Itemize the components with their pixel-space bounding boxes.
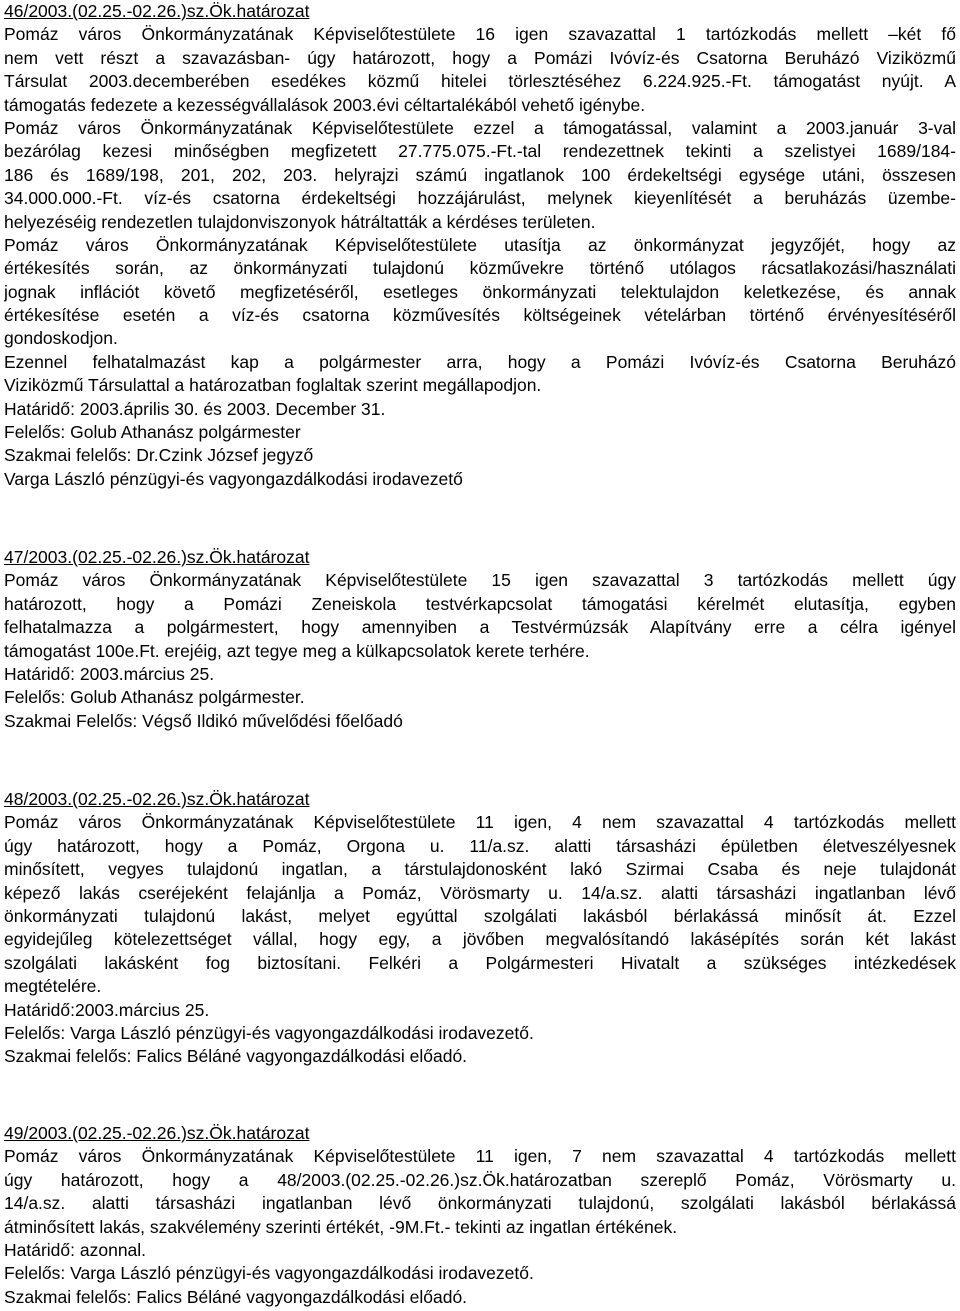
decision-text-line: Társulat 2003.decemberében esedékes közmű hitelei törlesztéséhez 6.224.925.-Ft. támogatást nyújt. A (4, 71, 956, 92)
decision-text-line: Szakmai Felelős: Végső Ildikó művelődési főelőadó (4, 710, 403, 731)
decision-text-line: nem vett részt a szavazásban- úgy határozott, hogy a Pomázi Ivóvíz-és Csatorna Beruházó Viziközmű (4, 47, 956, 68)
decision-text-line: Felelős: Golub Athanász polgármester (4, 422, 301, 443)
decision-text-line: Ezennel felhatalmazást kap a polgármester arra, hogy a Pomázi Ivóvíz-és Csatorna Beruházó (4, 351, 956, 372)
decision-text-line: átminősített lakás, szakvélemény szerinti értékét, -9M.Ft.- tekinti az ingatlan értékének. (4, 1216, 678, 1237)
decision-text-line: Pomáz város Önkormányzatának Képviselőtestülete 15 igen szavazattal 3 tartózkodás mellett úgy (4, 570, 956, 591)
decision-text-line: bezárólag kezesi minőségben megfizetett 27.775.075.-Ft.-tal rendezettnek tekinti a szelistyei 1689/184- (4, 141, 956, 162)
decision-text-line: Szakmai felelős: Falics Béláné vagyongazdálkodási előadó. (4, 1286, 468, 1307)
decision-text-line: Határidő: azonnal. (4, 1239, 147, 1260)
decision-text-line: értékesítés során, az önkormányzati tulajdonú közművekre történő utólagos rácsatlakozási/használati (4, 258, 956, 279)
decision-text-line: 14/a.sz. alatti társasházi ingatlanban lévő önkormányzati tulajdonú, szolgálati lakásból bérlakássá (4, 1193, 956, 1214)
decision-text-line: felhatalmazza a polgármestert, hogy amennyiben a Testvérmúzsák Alapítvány erre a célra igényel (4, 617, 956, 638)
decision-text-line: támogatást 100e.Ft. erejéig, azt tegye meg a külkapcsolatok kerete terhére. (4, 640, 590, 661)
decision-text-line: Felelős: Varga László pénzügyi-és vagyongazdálkodási irodavezető. (4, 1263, 534, 1284)
decision-text-line: jognak inflációt követő megfizetéséről, esetleges önkormányzati telektulajdon keletkezése, és annak (4, 281, 956, 302)
decision-48 (4, 788, 956, 1069)
decision-text-line: helyezéséig rendezetlen tulajdonviszonyok hátráltatták a kérdéses területen. (4, 211, 596, 232)
decision-text-line: megtételére. (4, 976, 102, 997)
decision-heading: 46/2003.(02.25.-02.26.)sz.Ök.határozat (4, 1, 310, 21)
decision-heading: 49/2003.(02.25.-02.26.)sz.Ök.határozat (4, 1123, 310, 1143)
decision-text-line: Határidő:2003.március 25. (4, 999, 210, 1020)
decision-text-line: Határidő: 2003.április 30. és 2003. December 31. (4, 398, 386, 419)
decision-text-line: úgy határozott, hogy a 48/2003.(02.25.-02.26.)sz.Ök.határozatban szereplő Pomáz, Vörösmarty u. (4, 1169, 956, 1190)
decision-text-line: Felelős: Varga László pénzügyi-és vagyongazdálkodási irodavezető. (4, 1022, 534, 1043)
decision-49 (4, 1122, 956, 1309)
decision-text-line: értékesítése esetén a víz-és csatorna közművesítés költségeinek vételárban történő érvényesítéséről (4, 305, 956, 326)
decision-text-line: Viziközmű Társulattal a határozatban foglaltak szerint megállapodjon. (4, 375, 542, 396)
decision-text-line: úgy határozott, hogy a Pomáz, Orgona u. 11/a.sz. alatti társasházi épületben életveszélyesnek (4, 835, 956, 856)
decision-text-line: 34.000.000.-Ft. víz-és csatorna érdekeltségi hozzájárulást, melynek kieyenlítését a beruházás üzembe- (4, 188, 956, 209)
decision-text-line: Szakmai felelős: Falics Béláné vagyongazdálkodási előadó. (4, 1046, 468, 1067)
decision-text-line: Pomáz város Önkormányzatának Képviselőtestülete 11 igen, 4 nem szavazattal 4 tartózkodás mellett (4, 812, 956, 833)
decision-text-line: egyidejűleg kötelezettséget vállal, hogy egy, a jövőben megvalósítandó lakásépítés során két lakást (4, 929, 956, 950)
decision-46 (4, 0, 956, 491)
decision-text-line: Felelős: Golub Athanász polgármester. (4, 687, 305, 708)
decision-text-line: Szakmai felelős: Dr.Czink József jegyző (4, 445, 314, 466)
decision-text-line: határozott, hogy a Pomázi Zeneiskola testvérkapcsolat támogatási kérelmét elutasítja, egyben (4, 593, 956, 614)
decision-text-line: önkormányzati tulajdonú lakást, melyet egyúttal szolgálati lakásból bérlakássá minősít át. Ezzel (4, 905, 956, 926)
decision-text-line: Pomáz város Önkormányzatának Képviselőtestülete 11 igen, 7 nem szavazattal 4 tartózkodás mellett (4, 1146, 956, 1167)
decision-heading: 48/2003.(02.25.-02.26.)sz.Ök.határozat (4, 789, 310, 809)
decision-text-line: 186 és 1689/198, 201, 202, 203. helyrajzi számú ingatlanok 100 érdekeltségi egysége utáni, összesen (4, 164, 956, 185)
decision-text-line: minősített, vegyes tulajdonú ingatlan, a társtulajdonosként lakó Szirmai Csaba és neje tulajdonát (4, 859, 956, 880)
decision-text-line: képező lakás cseréjeként felajánlja a Pomáz, Vörösmarty u. 14/a.sz. alatti társasházi ingatlanban lévő (4, 882, 956, 903)
decision-text-line: szolgálati lakásként fog biztosítani. Felkéri a Polgármesteri Hivatalt a szükséges intézkedések (4, 952, 956, 973)
decision-text-line: Pomáz város Önkormányzatának Képviselőtestülete utasítja az önkormányzat jegyzőjét, hogy az (4, 234, 956, 255)
decision-heading: 47/2003.(02.25.-02.26.)sz.Ök.határozat (4, 547, 310, 567)
decision-text-line: Pomáz város Önkormányzatának Képviselőtestülete 16 igen szavazattal 1 tartózkodás mellett –két fő (4, 24, 956, 45)
decision-text-line: Pomáz város Önkormányzatának Képviselőtestülete ezzel a támogatással, valamint a 2003.január 3-val (4, 117, 956, 138)
decision-text-line: Határidő: 2003.március 25. (4, 663, 215, 684)
decision-text-line: támogatás fedezete a kezességvállalások 2003.évi céltartalékából vehető igénybe. (4, 94, 646, 115)
decision-text-line: Varga László pénzügyi-és vagyongazdálkodási irodavezető (4, 468, 463, 489)
decision-47 (4, 546, 956, 733)
decision-text-line: gondoskodjon. (4, 328, 118, 349)
